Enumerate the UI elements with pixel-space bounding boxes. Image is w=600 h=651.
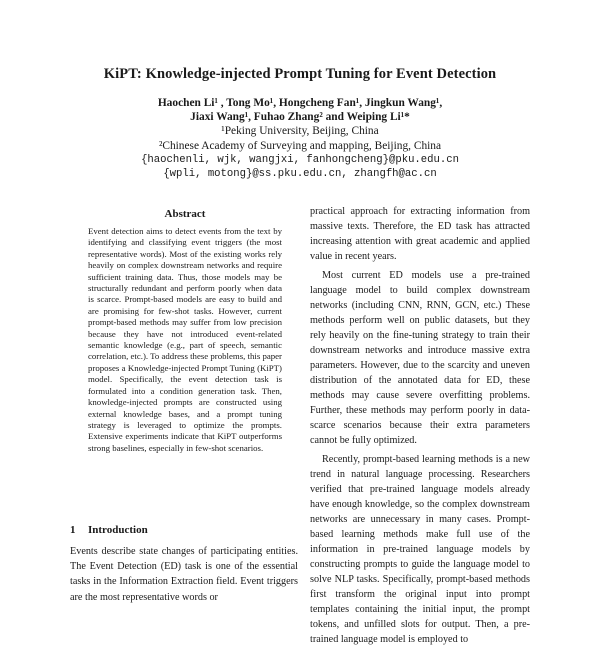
authors-line-1: Haochen Li¹ , Tong Mo¹, Hongcheng Fan¹, Jingkun Wang¹, bbox=[157, 97, 443, 109]
authors-line-2: Jiaxi Wang¹, Fuhao Zhang² and Weiping Li¹* bbox=[190, 111, 410, 124]
emails-line-1: {haochenli, wjk, wangjxi, fanhongcheng}@pku.edu.cn bbox=[141, 153, 459, 166]
right-paragraph-2: Most current ED models use a pre-trained language model to build complex downstream networks (including CNN, RNN, GCN, etc.) These methods perform well on public datasets, but they rely heavily on the fine-tuning strategy to train their downstream networks and introduce massive extra parameters. However, due to the scarcity and uneven distribution of the annotated data for ED, these methods may cause severe overfitting problems. Further, these methods may perform poorly in data-scarce scenarios because their extra parameters cannot be fully optimized. bbox=[310, 270, 530, 446]
affiliation-2: ²Chinese Academy of Surveying and mapping, Beijing, China bbox=[158, 139, 442, 152]
introduction-heading bbox=[70, 524, 148, 536]
abstract-text: Event detection aims to detect events from the text by identifying and classifying event triggers (the most representative words). Most of the existing works rely heavily on complex downstream networks and require sufficient training data. Thus, those models may be structurally redundant and perform poorly when data is scarce. Prompt-based models are easy to build and are promising for few-shot tasks. However, current prompt-based methods may suffer from low precision because they have not introduced event-related semantic knowledge (e.g., part of speech, semantic correlation, etc.). To address these problems, this paper proposes a Knowledge-injected Prompt Tuning (KiPT) model. Specifically, the event detection task is formulated into a condition generation task. Then, knowledge-injected prompts are constructed using external knowledge bases, and a prompt tuning strategy is leveraged to optimize the prompts. Extensive experiments indicate that KiPT outperforms strong baselines, especially in few-shot scenarios. bbox=[88, 226, 282, 453]
introduction-paragraph: Events describe state changes of participating entities. The Event Detection (ED) task is one of the essential tasks in the Information Extraction field. Event triggers are the most representative words or bbox=[70, 546, 298, 603]
right-column bbox=[310, 204, 530, 651]
right-paragraph-3: Recently, prompt-based learning methods is a new trend in natural language processing. Researchers verified that pre-trained language models already have enough knowledge, so the complex downstream networks are unnecessary in many cases. Prompt-based learning methods make full use of the information in pre-trained language models by constructing prompts to guide the language model to solve NLP tasks. Specifically, prompt-based methods first transform the original input into prompt templates containing the initial input, the prompt tokens, and unfilled slots for output. Then, a pre-trained language model is employed to bbox=[310, 454, 530, 645]
paper-title: KiPT: Knowledge-injected Prompt Tuning for Event Detection bbox=[103, 66, 497, 82]
author-block bbox=[0, 96, 600, 181]
emails-line-2: {wpli, motong}@ss.pku.edu.cn, zhangfh@ac.cn bbox=[163, 168, 437, 181]
section-number: 1 bbox=[70, 524, 76, 536]
right-paragraph-1: practical approach for extracting information from massive texts. Therefore, the ED task has attracted increasing attention with great academic and applied value in recent years. bbox=[310, 206, 530, 262]
section-title: Introduction bbox=[88, 524, 148, 536]
abstract-heading: Abstract bbox=[164, 208, 206, 220]
affiliation-1: ¹Peking University, Beijing, China bbox=[221, 125, 379, 138]
